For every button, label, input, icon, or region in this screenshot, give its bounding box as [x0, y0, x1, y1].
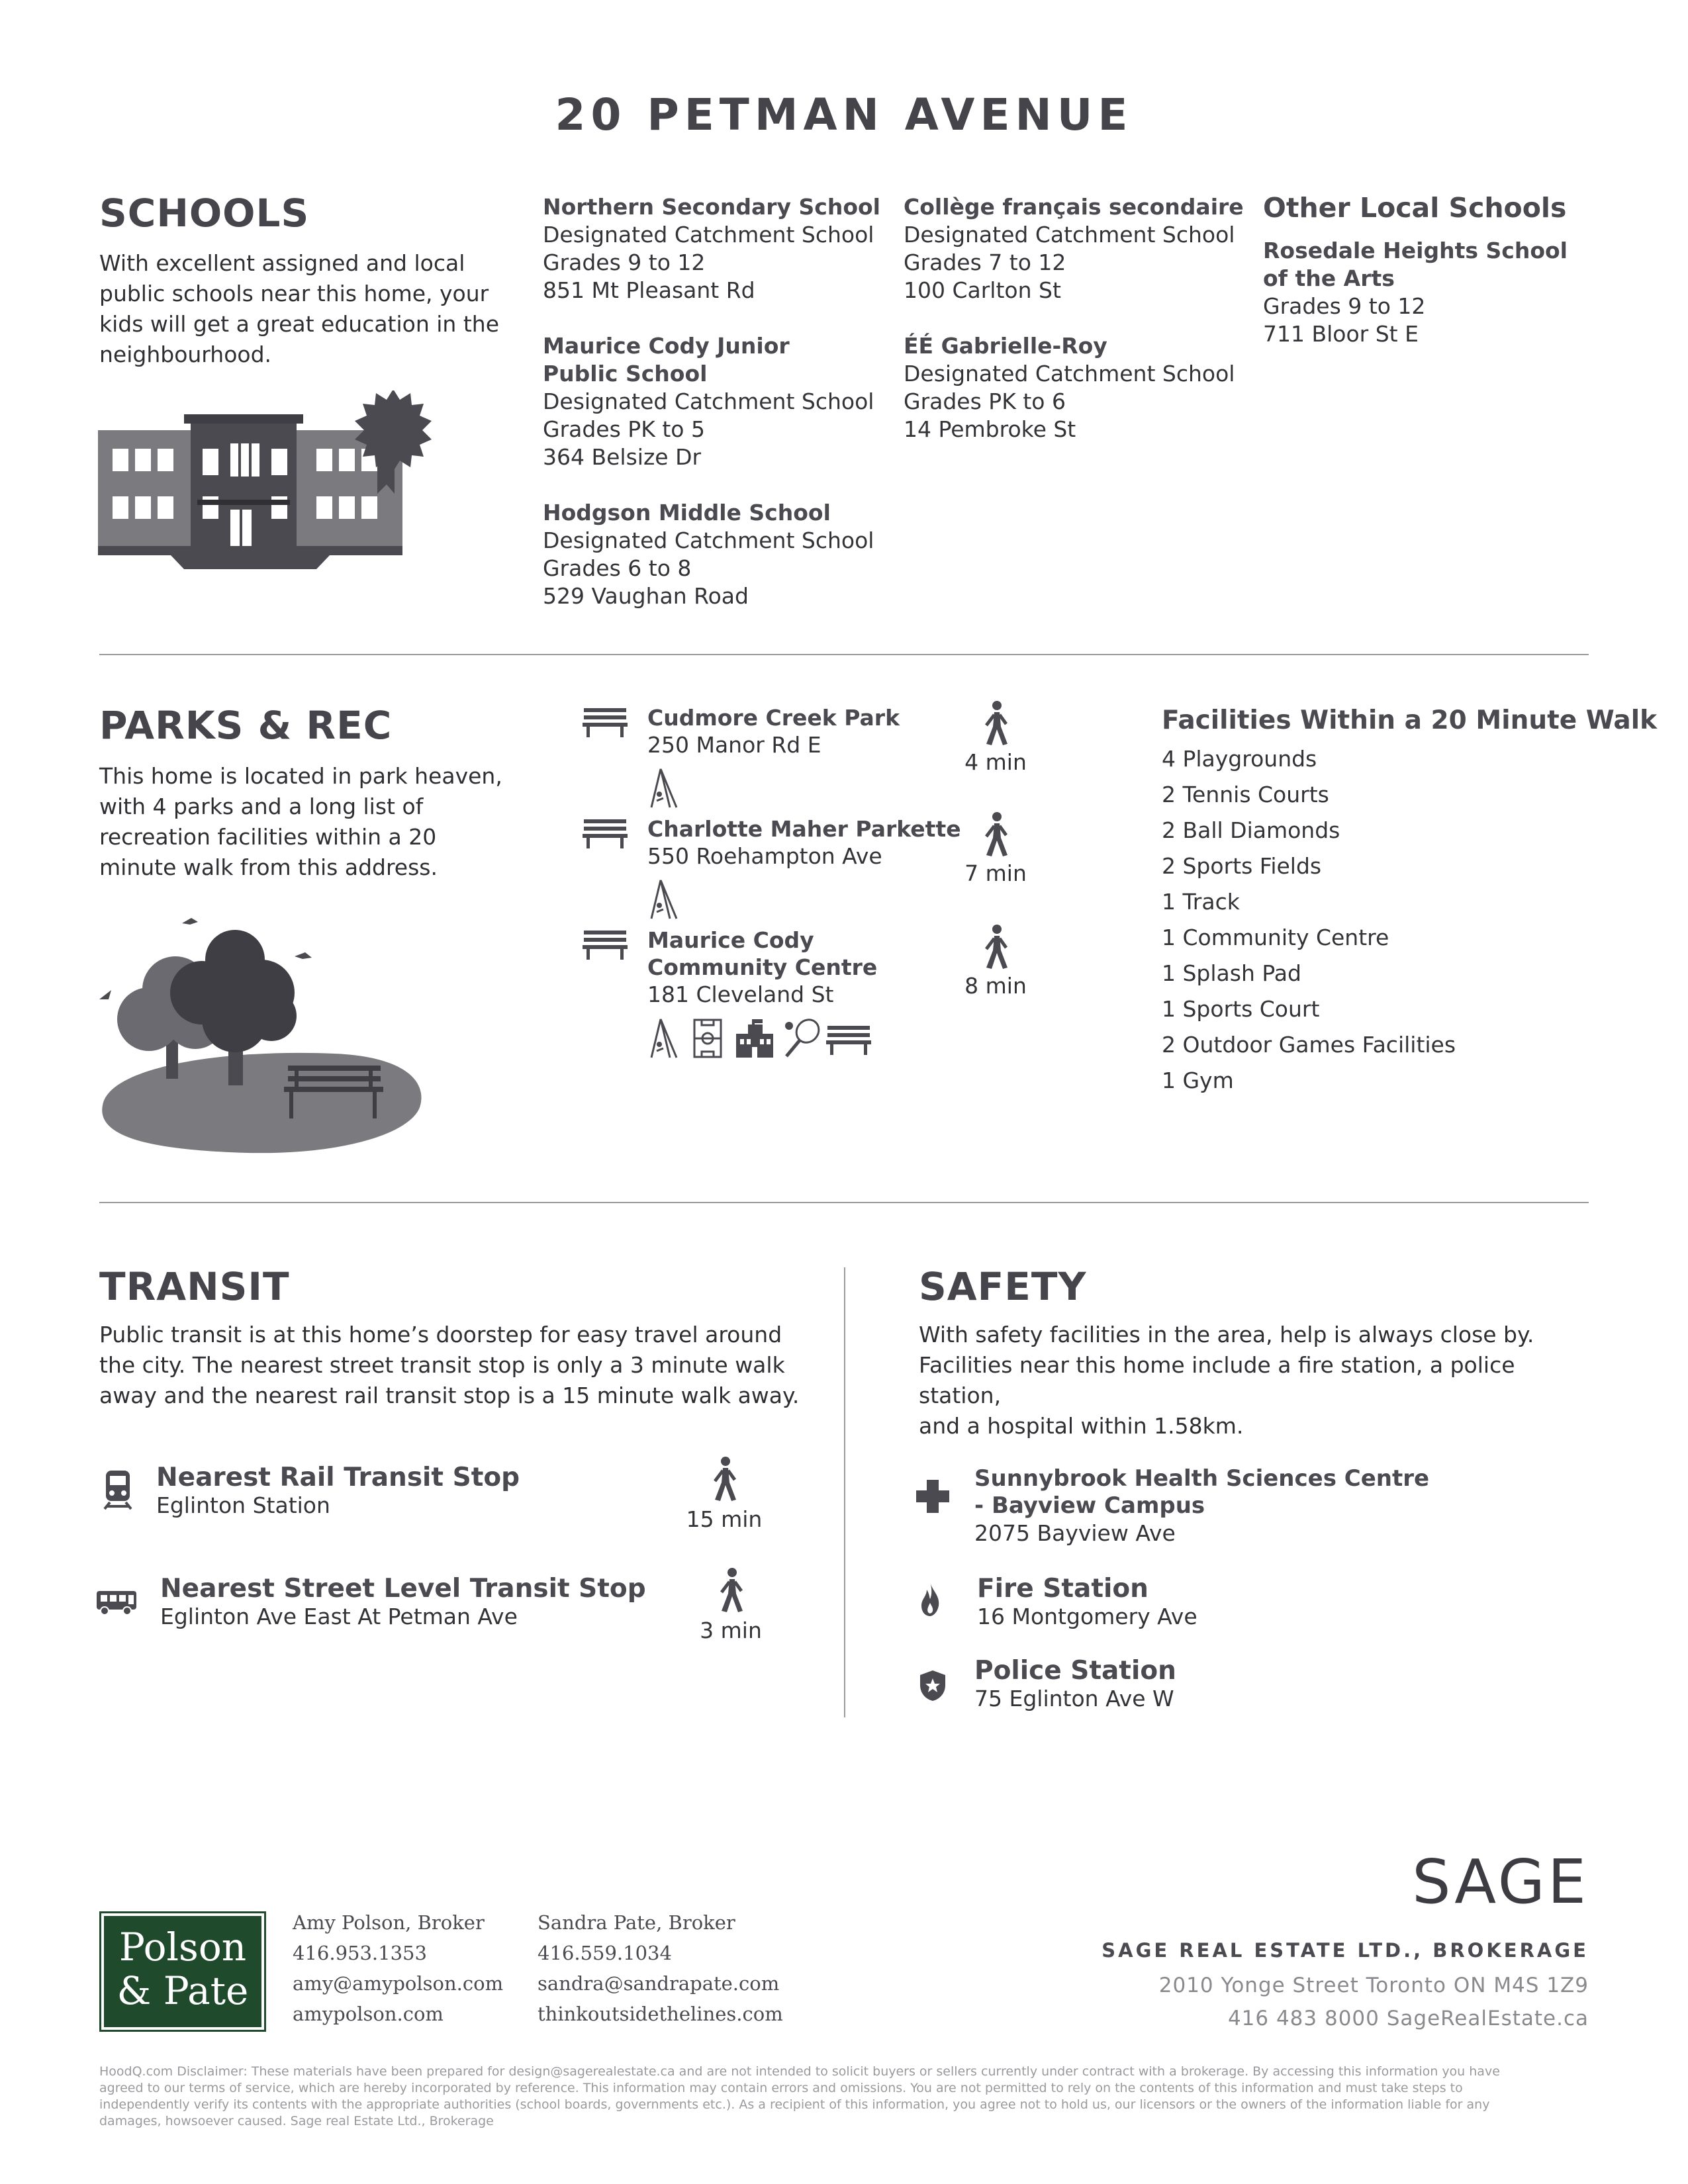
parks-intro-line: with 4 parks and a long list of	[99, 794, 424, 819]
agent-name: Amy Polson, Broker	[293, 1911, 485, 1934]
walking-person-icon	[710, 1456, 739, 1502]
safety-intro-line: and a hospital within 1.58km.	[919, 1413, 1244, 1439]
safety-heading: SAFETY	[919, 1264, 1087, 1309]
logo-line: & Pate	[117, 1968, 249, 2013]
park-name: Community Centre	[647, 954, 878, 980]
park-illustration-icon	[96, 907, 427, 1158]
bench-icon	[583, 929, 628, 960]
facility-item: 1 Splash Pad	[1162, 960, 1301, 986]
facility-item: 2 Tennis Courts	[1162, 782, 1329, 807]
school-entry	[543, 332, 914, 471]
fire-station-title: Fire Station	[977, 1574, 1149, 1604]
fire-icon	[919, 1580, 941, 1617]
safety-intro-line: With safety facilities in the area, help is always close by.	[919, 1322, 1534, 1347]
transit-intro-line: Public transit is at this home’s doorstep for easy travel around	[99, 1322, 782, 1347]
safety-intro	[919, 1320, 1594, 1441]
school-type: Designated Catchment School	[904, 222, 1235, 248]
swing-icon	[649, 768, 679, 809]
brokerage-contact[interactable]: 416 483 8000 SageRealEstate.ca	[1227, 2007, 1589, 2030]
school-address: 364 Belsize Dr	[543, 444, 702, 470]
police-station-title: Police Station	[974, 1656, 1176, 1686]
school-name: of the Arts	[1263, 265, 1395, 291]
transit-intro-line: the city. The nearest street transit stop is only a 3 minute walk	[99, 1352, 785, 1378]
park-name: Cudmore Creek Park	[647, 705, 900, 731]
transit-heading: TRANSIT	[99, 1264, 290, 1309]
hospital-address: 2075 Bayview Ave	[974, 1520, 1176, 1546]
school-entry	[904, 332, 1261, 443]
page-title: 20 PETMAN AVENUE	[555, 89, 1133, 140]
walking-person-icon	[716, 1567, 745, 1614]
bench-icon	[826, 1024, 871, 1055]
fire-station-address: 16 Montgomery Ave	[977, 1604, 1197, 1629]
school-address: 14 Pembroke St	[904, 416, 1076, 442]
disclaimer	[99, 2064, 1595, 2130]
agent-website[interactable]: amypolson.com	[293, 2003, 444, 2025]
facility-item: 1 Track	[1162, 889, 1240, 915]
schools-intro	[99, 248, 510, 370]
street-transit-entry	[160, 1574, 646, 1629]
parks-intro-line: minute walk from this address.	[99, 854, 438, 880]
bench-icon	[583, 707, 628, 737]
hospital-name: Sunnybrook Health Sciences Centre	[974, 1465, 1430, 1492]
transit-intro	[99, 1320, 827, 1411]
agent-website[interactable]: thinkoutsidethelines.com	[538, 2003, 783, 2025]
police-station-address: 75 Eglinton Ave W	[974, 1686, 1174, 1711]
school-type: Designated Catchment School	[543, 222, 874, 248]
school-grades: Grades 7 to 12	[904, 250, 1066, 275]
agent-name: Sandra Pate, Broker	[538, 1911, 735, 1934]
hospital-cross-icon	[915, 1479, 951, 1514]
sage-logo: SAGE	[1412, 1846, 1589, 1917]
school-entry	[543, 193, 914, 304]
walk-time: 8 min	[964, 973, 1027, 999]
rail-transit-title: Nearest Rail Transit Stop	[156, 1463, 520, 1492]
walking-person-icon	[981, 924, 1010, 970]
facility-item: 1 Community Centre	[1162, 925, 1389, 950]
school-building-icon	[98, 390, 442, 569]
safety-intro-line: Facilities near this home include a fire station, a police station,	[919, 1352, 1515, 1408]
street-transit-stop: Eglinton Ave East At Petman Ave	[160, 1604, 518, 1629]
school-entry	[904, 193, 1261, 304]
polson-pate-logo	[99, 1911, 266, 2032]
transit-intro-line: away and the nearest rail transit stop is a 15 minute walk away.	[99, 1383, 800, 1408]
park-name: Maurice Cody	[647, 927, 814, 953]
schools-column-1	[543, 193, 914, 638]
section-divider	[99, 1202, 1589, 1203]
agent-phone[interactable]: 416.953.1353	[293, 1942, 427, 1964]
school-name: Northern Secondary School	[543, 194, 880, 220]
train-icon	[103, 1469, 132, 1510]
walk-time: 7 min	[964, 860, 1027, 886]
fire-station-entry	[977, 1574, 1197, 1629]
agent-contact-2	[538, 1907, 783, 2029]
brokerage-name: SAGE REAL ESTATE LTD., BROKERAGE	[1102, 1939, 1589, 1962]
section-divider	[99, 654, 1589, 655]
disclaimer-line: HoodQ.com Disclaimer: These materials have been prepared for design@sagerealestate.ca and are not intended to solicit buyers or sellers currently under contract with a brokerage. By accessing this information you have	[99, 2064, 1500, 2079]
swing-icon	[649, 879, 679, 920]
school-name: ÉÉ Gabrielle-Roy	[904, 333, 1107, 359]
disclaimer-line: independently verify its contents with the appropriate authorities (school boards, governments etc.). As a recipient of this information, you agree not to hold us, our licensors or the owners of the information liable for any	[99, 2097, 1490, 2112]
school-address: 851 Mt Pleasant Rd	[543, 277, 755, 303]
schools-intro-line: public schools near this home, your	[99, 281, 489, 306]
school-name: Maurice Cody Junior	[543, 333, 790, 359]
park-entry	[647, 704, 900, 758]
school-type: Designated Catchment School	[543, 388, 874, 414]
column-divider	[844, 1267, 845, 1717]
agent-phone[interactable]: 416.559.1034	[538, 1942, 672, 1964]
street-transit-title: Nearest Street Level Transit Stop	[160, 1574, 646, 1604]
school-entry	[543, 499, 914, 610]
brokerage-address: 2010 Yonge Street Toronto ON M4S 1Z9	[1158, 1974, 1589, 1997]
other-school-entry	[1263, 237, 1581, 348]
school-grades: Grades PK to 5	[543, 416, 705, 442]
school-name: Public School	[543, 361, 708, 387]
agent-email[interactable]: sandra@sandrapate.com	[538, 1972, 780, 1995]
bench-icon	[583, 818, 628, 848]
facility-item: 4 Playgrounds	[1162, 746, 1317, 772]
schools-heading: SCHOOLS	[99, 191, 310, 236]
swing-icon	[649, 1018, 679, 1059]
other-schools-heading: Other Local Schools	[1263, 192, 1567, 224]
school-address: 711 Bloor St E	[1263, 321, 1419, 347]
school-name: Collège français secondaire	[904, 194, 1244, 220]
sports-field-icon	[692, 1018, 723, 1059]
parks-intro	[99, 761, 523, 883]
disclaimer-line: damages, howsoever caused. Sage real Estate Ltd., Brokerage	[99, 2114, 494, 2128]
agent-email[interactable]: amy@amypolson.com	[293, 1972, 504, 1995]
parks-heading: PARKS & REC	[99, 703, 393, 748]
park-address: 550 Roehampton Ave	[647, 843, 882, 869]
school-grades: Grades PK to 6	[904, 388, 1066, 414]
bus-icon	[95, 1590, 138, 1616]
walk-time: 4 min	[964, 749, 1027, 775]
park-entry	[647, 927, 877, 1008]
school-name: Hodgson Middle School	[543, 500, 831, 525]
facility-item: 2 Ball Diamonds	[1162, 817, 1340, 843]
facility-item: 1 Sports Court	[1162, 996, 1320, 1022]
schools-column-2	[904, 193, 1261, 471]
school-type: Designated Catchment School	[904, 361, 1235, 387]
facility-item: 1 Gym	[1162, 1068, 1234, 1093]
parks-intro-line: This home is located in park heaven,	[99, 763, 502, 789]
park-address: 181 Cleveland St	[647, 981, 834, 1007]
walking-person-icon	[981, 700, 1010, 747]
school-grades: Grades 9 to 12	[1263, 293, 1426, 319]
facility-item: 2 Sports Fields	[1162, 853, 1322, 879]
school-grades: Grades 9 to 12	[543, 250, 706, 275]
school-address: 529 Vaughan Road	[543, 583, 749, 609]
school-grades: Grades 6 to 8	[543, 555, 692, 581]
disclaimer-line: agreed to our terms of service, which are hereby incorporated by reference. This information may contain errors and omissions. You are not permitted to rely on the contents of this information and must take steps to	[99, 2081, 1463, 2095]
hospital-entry	[974, 1465, 1429, 1547]
facility-item: 2 Outdoor Games Facilities	[1162, 1032, 1456, 1058]
parks-intro-line: recreation facilities within a 20	[99, 824, 437, 850]
park-name: Charlotte Maher Parkette	[647, 816, 961, 842]
school-address: 100 Carlton St	[904, 277, 1061, 303]
school-type: Designated Catchment School	[543, 527, 874, 553]
rail-transit-entry	[156, 1463, 520, 1518]
schools-intro-line: With excellent assigned and local	[99, 250, 465, 276]
hospital-name: - Bayview Campus	[974, 1492, 1205, 1519]
facilities-heading: Facilities Within a 20 Minute Walk	[1162, 705, 1658, 735]
agent-contact-1	[293, 1907, 503, 2029]
walk-time: 3 min	[700, 1617, 762, 1643]
tennis-icon	[782, 1018, 822, 1059]
rail-transit-station: Eglinton Station	[156, 1492, 330, 1518]
schools-intro-line: neighbourhood.	[99, 341, 272, 367]
walking-person-icon	[981, 811, 1010, 858]
school-name: Rosedale Heights School	[1263, 238, 1568, 263]
facilities-list	[1162, 741, 1456, 1099]
park-address: 250 Manor Rd E	[647, 732, 821, 758]
police-station-entry	[974, 1656, 1176, 1711]
community-centre-icon	[735, 1018, 774, 1059]
schools-intro-line: kids will get a great education in the	[99, 311, 499, 337]
park-entry	[647, 815, 961, 870]
logo-line: Polson	[118, 1925, 247, 1970]
walk-time: 15 min	[686, 1506, 763, 1532]
police-badge-icon	[919, 1669, 947, 1702]
